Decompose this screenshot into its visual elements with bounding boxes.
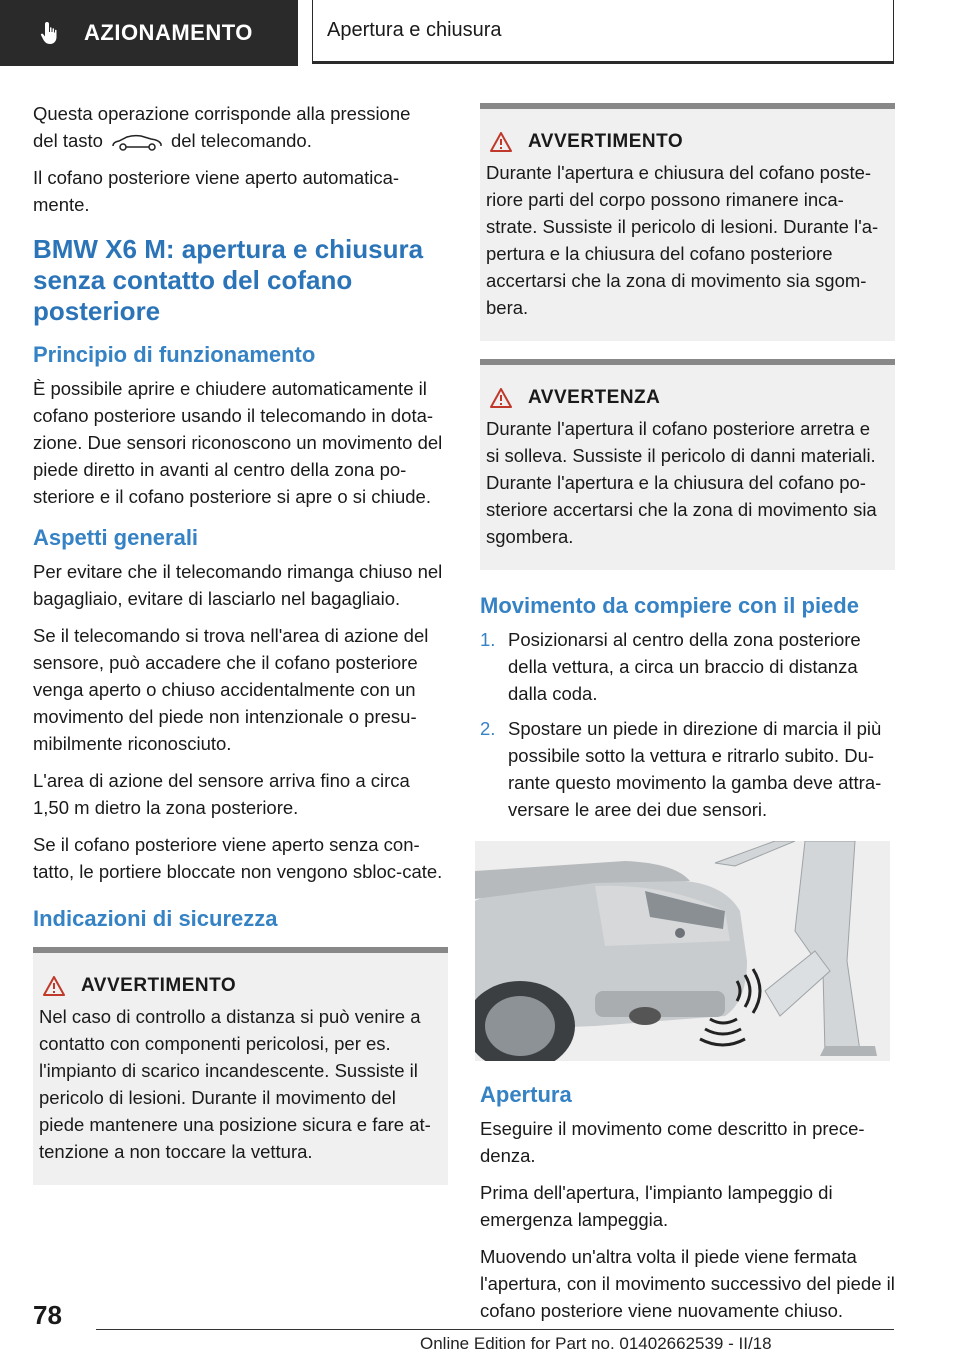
paragraph-general-3: L'area di azione del sensore arriva fino a circa 1,50 m dietro la zona posteriore. [33, 770, 410, 818]
step-number: 1. [480, 629, 496, 650]
car-rear-illustration [475, 841, 890, 1061]
warning-triangle-icon [43, 976, 65, 996]
page-number: 78 [33, 1300, 62, 1330]
subheading-movimento: Movimento da compiere con il piede [480, 593, 859, 618]
warning-title: AVVERTIMENTO [528, 131, 684, 152]
step-number: 2. [480, 718, 496, 739]
warning-text: Durante l'apertura e chiusura del cofano poste-riore parti del corpo possono rimanere inca-strate. Sussiste il pericolo di lesioni. Durante l'a-pertura e la chiusura del cofano posteriore accertarsi che la zona di movimento sia sgom-bera. [486, 162, 879, 318]
intro-text-pre: del tasto [33, 130, 103, 151]
intro-text: Questa operazione corrisponde alla pressione [33, 103, 411, 124]
warning-box-1 [480, 103, 895, 341]
paragraph-apertura-2: Prima dell'apertura, l'impianto lampeggio di emergenza lampeggia. [480, 1182, 833, 1230]
edition-text: Online Edition for Part no. 01402662539 - II/18 [420, 1334, 772, 1353]
heading-contactless: BMW X6 M: apertura e chiusura senza contatto del cofano posteriore [33, 234, 424, 326]
intro-line [33, 100, 448, 154]
list-item [480, 715, 895, 823]
subheading-sicurezza: Indicazioni di sicurezza [33, 906, 278, 931]
illustration-foot-sensor [475, 841, 890, 1061]
warning-box-2 [480, 359, 895, 570]
notice-title: AVVERTENZA [528, 387, 661, 408]
paragraph-general-4: Se il cofano posteriore viene aperto senza con-tatto, le portiere bloccate non vengono sbloc-cate. [33, 834, 443, 882]
section-tab [0, 0, 298, 66]
warning-box-left [33, 947, 448, 1185]
subheading-principio: Principio di funzionamento [33, 342, 316, 367]
steps-list [480, 626, 895, 823]
page-header [0, 0, 960, 66]
intro-text-post: del telecomando. [170, 130, 312, 151]
intro-paragraph-2: Il cofano posteriore viene aperto automatica-mente. [33, 167, 400, 215]
step-text: Spostare un piede in direzione di marcia il più possibile sotto la vettura e ritrarlo subito. Du-rante questo movimento la gamba deve attra-versare le aree dei due sensori. [508, 718, 882, 820]
warning-triangle-icon [490, 388, 512, 408]
list-item [480, 626, 895, 707]
step-text: Posizionarsi al centro della zona posteriore della vettura, a circa un braccio di distanza dalla coda. [508, 629, 861, 704]
paragraph-apertura-3: Muovendo un'altra volta il piede viene fermata l'apertura, con il movimento successivo del piede il cofano posteriore viene nuovamente chiuso. [480, 1246, 895, 1321]
paragraph-apertura-1: Eseguire il movimento come descritto in prece-denza. [480, 1118, 865, 1166]
paragraph-principio: È possibile aprire e chiudere automaticamente il cofano posteriore usando il telecomando in dota-zione. Due sensori riconoscono un movimento del piede diretto in avanti al centro della zona po-steriore e il cofano posteriore si apre o si chiude. [33, 378, 443, 507]
subheading-apertura: Apertura [480, 1082, 572, 1107]
right-column [480, 103, 895, 1334]
subheading-aspetti: Aspetti generali [33, 525, 199, 550]
left-column [33, 100, 448, 1203]
paragraph-general-2: Se il telecomando si trova nell'area di azione del sensore, può accadere che il cofano posteriore venga aperto o chiuso accidentalmente con un movimento del piede non intenzionale o presu-mibilmente riconosciuto. [33, 625, 429, 754]
notice-text: Durante l'apertura il cofano posteriore arretra e si solleva. Sussiste il pericolo di danni materiali. Durante l'apertura e la chiusura del cofano po-steriore accertarsi che la zona di movimento sia sgombera. [486, 418, 877, 547]
warning-text: Nel caso di controllo a distanza si può venire a contatto con componenti pericolosi, per es. l'impianto di scarico incandescente. Sussiste il pericolo di lesioni. Durante il movimento del piede mantenere una posizione sicura e fare at-tenzione a non toccare la vettura. [39, 1006, 431, 1162]
footer-divider [96, 1329, 894, 1330]
paragraph-general-1: Per evitare che il telecomando rimanga chiuso nel bagagliaio, evitare di lasciarlo nel bagagliaio. [33, 561, 443, 609]
car-tailgate-icon [111, 133, 163, 151]
hand-icon [38, 20, 64, 46]
warning-triangle-icon [490, 132, 512, 152]
chapter-title: Apertura e chiusura [312, 0, 894, 64]
section-label: AZIONAMENTO [84, 20, 253, 45]
warning-title: AVVERTIMENTO [81, 975, 237, 996]
